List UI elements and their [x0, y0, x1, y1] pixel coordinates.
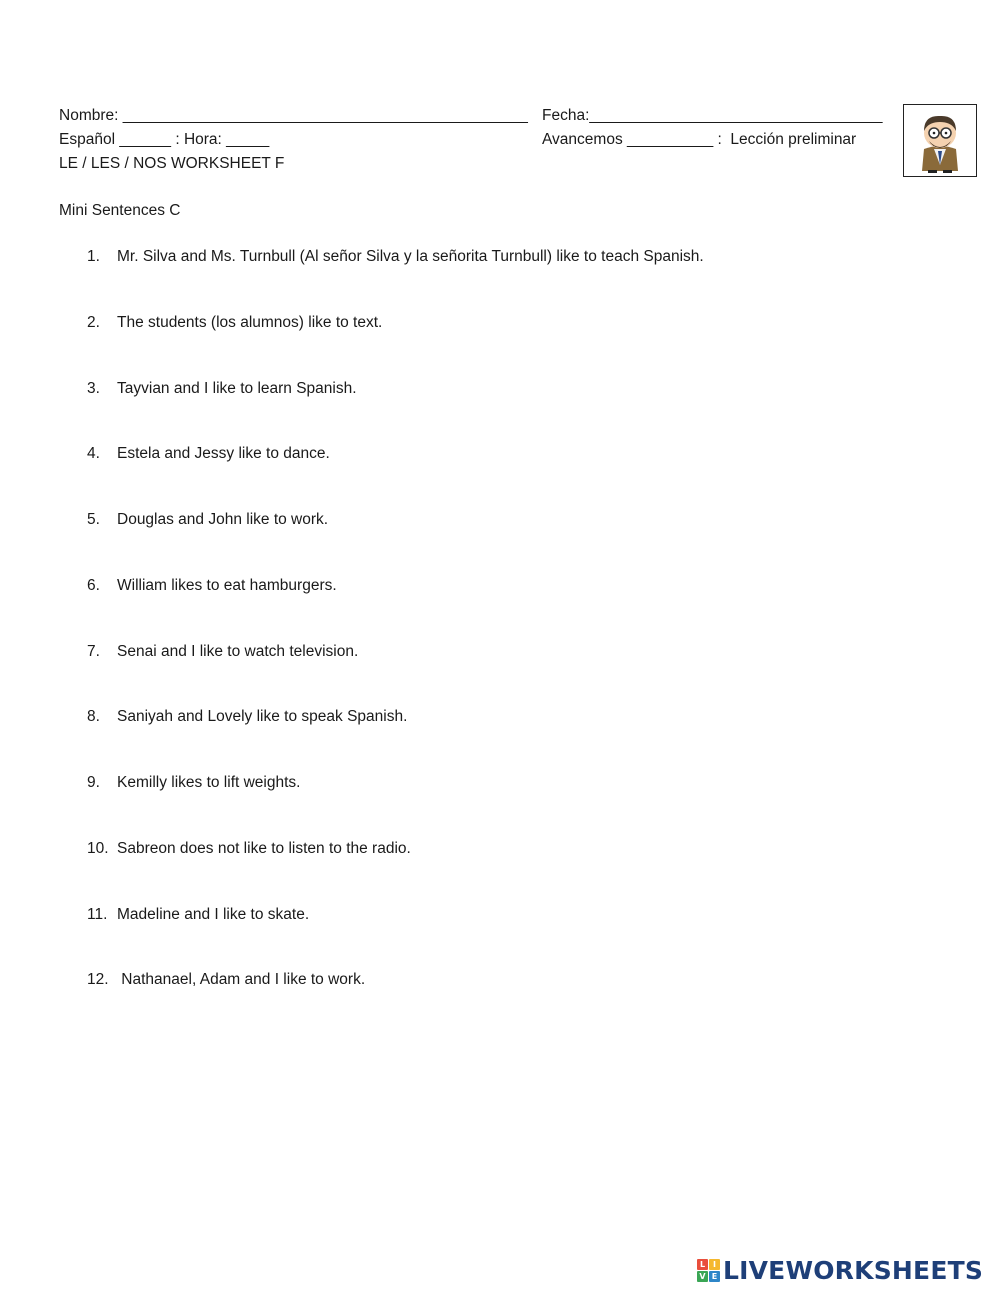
section-title: Mini Sentences C: [59, 202, 181, 219]
list-item: 5. Douglas and John like to work.: [87, 511, 329, 528]
list-item: 3. Tayvian and I like to learn Spanish.: [87, 380, 357, 397]
worksheet-title: LE / LES / NOS WORKSHEET F: [59, 155, 285, 172]
list-item: 9. Kemilly likes to lift weights.: [87, 774, 301, 791]
nombre-line: Nombre: _______________________________________________: [59, 107, 528, 124]
logo-tile: I: [709, 1259, 720, 1270]
list-item: 1. Mr. Silva and Ms. Turnbull (Al señor Silva y la señorita Turnbull) like to teach Spanish.: [87, 248, 704, 265]
fecha-line: Fecha:__________________________________: [542, 107, 883, 124]
avancemos-line: Avancemos __________ : Lección preliminar: [542, 131, 857, 148]
list-item: 7. Senai and I like to watch television.: [87, 643, 359, 660]
list-item: 12. Nathanael, Adam and I like to work.: [87, 971, 366, 988]
list-item: 6. William likes to eat hamburgers.: [87, 577, 337, 594]
cartoon-teacher-icon: [903, 104, 977, 177]
list-item: 8. Saniyah and Lovely like to speak Spanish.: [87, 708, 408, 725]
espanol-hora-line: Español ______ : Hora: _____: [59, 131, 270, 148]
logo-tile: L: [697, 1259, 708, 1270]
logo-tile: V: [697, 1271, 708, 1282]
liveworksheets-logo: [697, 1253, 983, 1287]
list-item: 11. Madeline and I like to skate.: [87, 906, 310, 923]
list-item: 2. The students (los alumnos) like to text.: [87, 314, 383, 331]
logo-tiles-icon: [697, 1259, 720, 1282]
list-item: 10. Sabreon does not like to listen to the radio.: [87, 840, 411, 857]
logo-text: LIVEWORKSHEETS: [723, 1255, 984, 1285]
logo-tile: E: [709, 1271, 720, 1282]
list-item: 4. Estela and Jessy like to dance.: [87, 445, 330, 462]
